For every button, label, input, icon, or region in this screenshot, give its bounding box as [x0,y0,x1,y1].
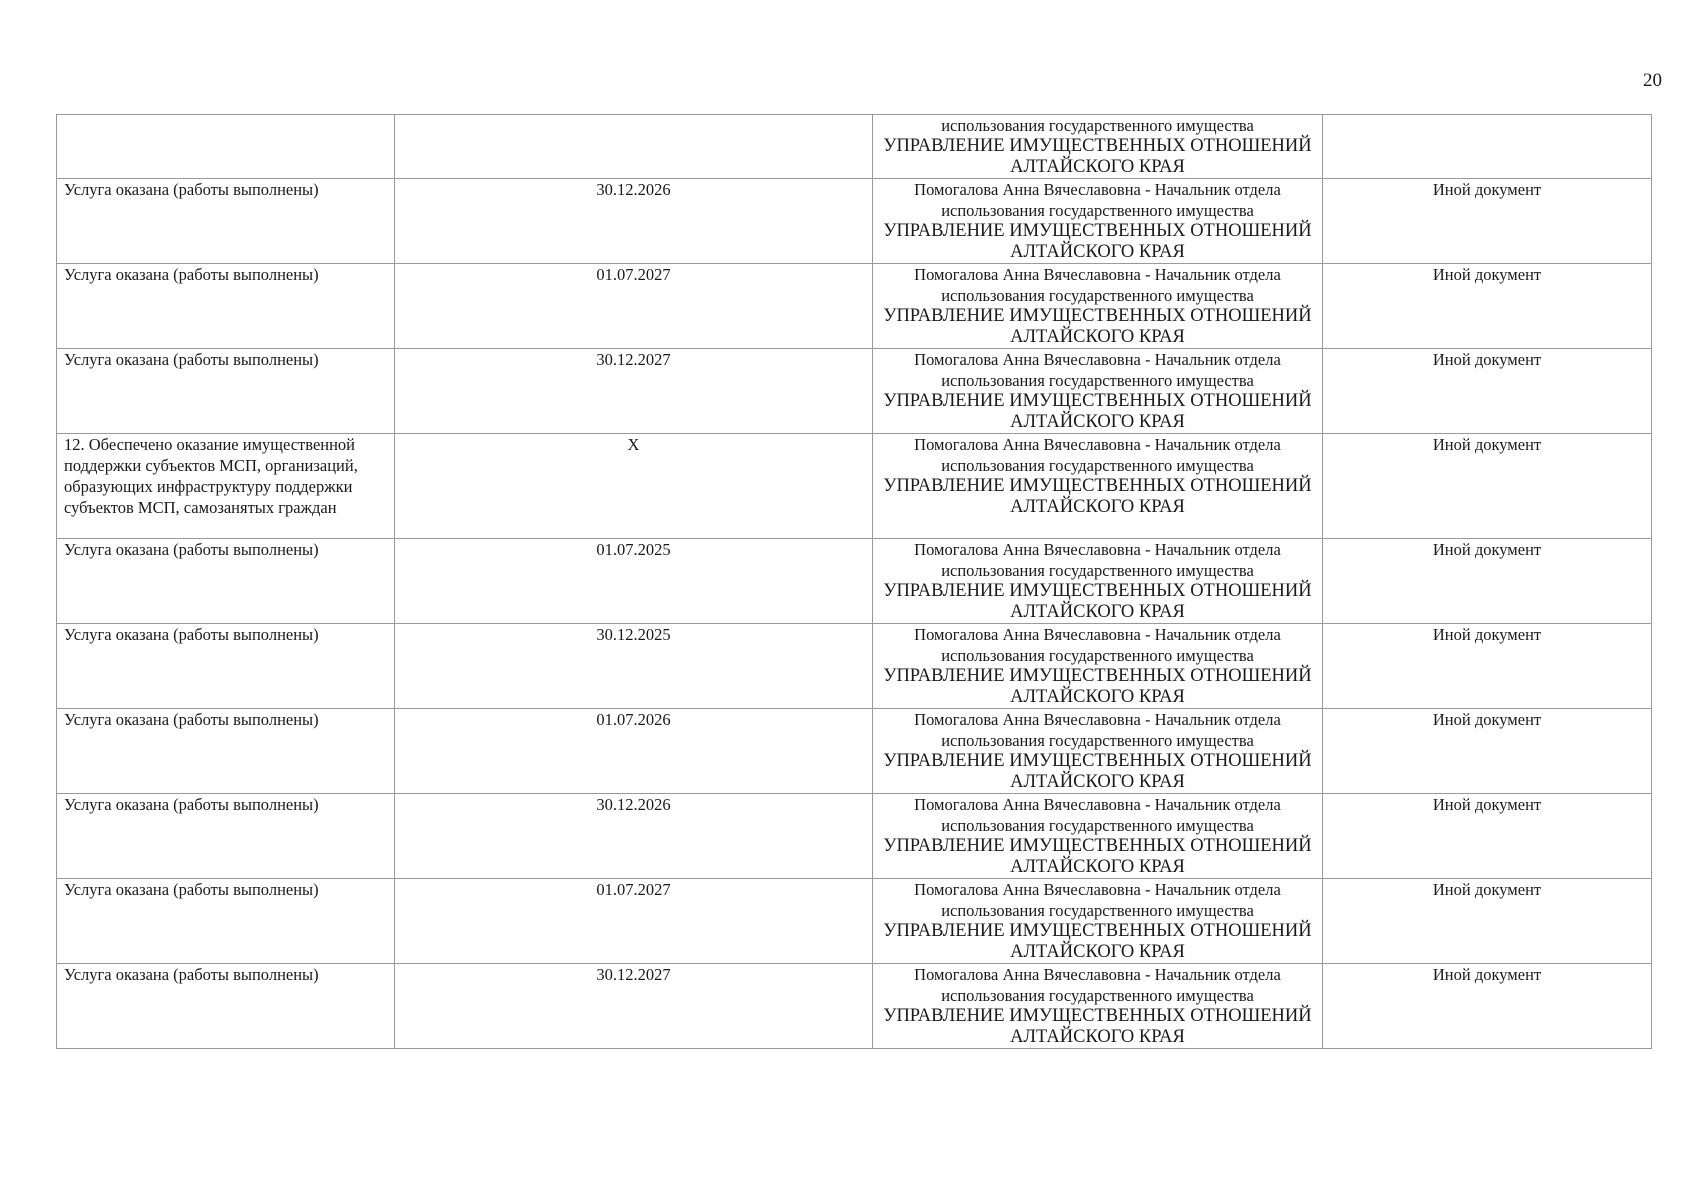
responsible-person-text: использования государственного имущества [941,116,1254,135]
date-cell: 30.12.2026 [395,179,873,264]
table-row [57,624,1652,709]
responsible-cell [873,434,1323,539]
responsible-person-text: Помогалова Анна Вячеславовна - Начальник отдела использования государственного имущества [914,435,1281,475]
date-cell: 30.12.2027 [395,349,873,434]
responsible-org-text: УПРАВЛЕНИЕ ИМУЩЕСТВЕННЫХ ОТНОШЕНИЙ АЛТАЙСКОГО КРАЯ [883,476,1312,517]
document-cell: Иной документ [1323,434,1652,539]
result-cell: Услуга оказана (работы выполнены) [57,539,395,624]
date-cell: 01.07.2025 [395,539,873,624]
responsible-person-text: Помогалова Анна Вячеславовна - Начальник отдела использования государственного имущества [914,965,1281,1005]
result-cell: 12. Обеспечено оказание имущественной поддержки субъектов МСП, организаций, образующих инфраструктуру поддержки субъектов МСП, самозанятых граждан [57,434,395,539]
document-cell: Иной документ [1323,964,1652,1049]
responsible-cell [873,349,1323,434]
table-row [57,539,1652,624]
date-cell: 01.07.2027 [395,879,873,964]
control-points-table [56,114,1652,1049]
responsible-cell [873,964,1323,1049]
table-row [57,709,1652,794]
result-cell: Услуга оказана (работы выполнены) [57,624,395,709]
table-row [57,179,1652,264]
result-cell: Услуга оказана (работы выполнены) [57,794,395,879]
table-row [57,964,1652,1049]
document-cell: Иной документ [1323,879,1652,964]
date-cell: 30.12.2027 [395,964,873,1049]
responsible-cell [873,264,1323,349]
responsible-person-text: Помогалова Анна Вячеславовна - Начальник отдела использования государственного имущества [914,710,1281,750]
document-cell: Иной документ [1323,794,1652,879]
date-cell [395,115,873,179]
document-cell [1323,115,1652,179]
page-number: 20 [1643,70,1662,91]
document-cell: Иной документ [1323,349,1652,434]
result-cell: Услуга оказана (работы выполнены) [57,349,395,434]
responsible-person-text: Помогалова Анна Вячеславовна - Начальник отдела использования государственного имущества [914,180,1281,220]
responsible-org-text: УПРАВЛЕНИЕ ИМУЩЕСТВЕННЫХ ОТНОШЕНИЙ [883,136,1312,156]
table-row [57,349,1652,434]
responsible-person-text: Помогалова Анна Вячеславовна - Начальник отдела использования государственного имущества [914,265,1281,305]
responsible-person-text: Помогалова Анна Вячеславовна - Начальник отдела использования государственного имущества [914,350,1281,390]
document-cell: Иной документ [1323,264,1652,349]
table-row [57,115,1652,179]
responsible-org-text: УПРАВЛЕНИЕ ИМУЩЕСТВЕННЫХ ОТНОШЕНИЙ АЛТАЙСКОГО КРАЯ [883,306,1312,347]
responsible-cell [873,879,1323,964]
result-cell: Услуга оказана (работы выполнены) [57,964,395,1049]
document-cell: Иной документ [1323,179,1652,264]
responsible-org-text: УПРАВЛЕНИЕ ИМУЩЕСТВЕННЫХ ОТНОШЕНИЙ АЛТАЙСКОГО КРАЯ [883,921,1312,962]
table-row [57,434,1652,539]
date-cell: 30.12.2026 [395,794,873,879]
responsible-org-text: УПРАВЛЕНИЕ ИМУЩЕСТВЕННЫХ ОТНОШЕНИЙ АЛТАЙСКОГО КРАЯ [883,391,1312,432]
document-cell: Иной документ [1323,709,1652,794]
result-cell [57,115,395,179]
responsible-cell [873,709,1323,794]
date-cell: 30.12.2025 [395,624,873,709]
date-cell: 01.07.2027 [395,264,873,349]
result-cell: Услуга оказана (работы выполнены) [57,179,395,264]
date-cell: 01.07.2026 [395,709,873,794]
responsible-cell [873,115,1323,179]
responsible-org-text: УПРАВЛЕНИЕ ИМУЩЕСТВЕННЫХ ОТНОШЕНИЙ АЛТАЙСКОГО КРАЯ [883,581,1312,622]
table-row [57,264,1652,349]
date-cell: X [395,434,873,539]
responsible-cell [873,179,1323,264]
responsible-person-text: Помогалова Анна Вячеславовна - Начальник отдела использования государственного имущества [914,795,1281,835]
table-row [57,794,1652,879]
responsible-org-text: УПРАВЛЕНИЕ ИМУЩЕСТВЕННЫХ ОТНОШЕНИЙ АЛТАЙСКОГО КРАЯ [883,666,1312,707]
responsible-person-text: Помогалова Анна Вячеславовна - Начальник отдела использования государственного имущества [914,540,1281,580]
responsible-cell [873,794,1323,879]
document-cell: Иной документ [1323,539,1652,624]
responsible-org-text: УПРАВЛЕНИЕ ИМУЩЕСТВЕННЫХ ОТНОШЕНИЙ АЛТАЙСКОГО КРАЯ [883,751,1312,792]
result-cell: Услуга оказана (работы выполнены) [57,709,395,794]
result-cell: Услуга оказана (работы выполнены) [57,879,395,964]
responsible-org-text: УПРАВЛЕНИЕ ИМУЩЕСТВЕННЫХ ОТНОШЕНИЙ АЛТАЙСКОГО КРАЯ [883,1006,1312,1047]
document-cell: Иной документ [1323,624,1652,709]
responsible-person-text: Помогалова Анна Вячеславовна - Начальник отдела использования государственного имущества [914,625,1281,665]
responsible-org-text: УПРАВЛЕНИЕ ИМУЩЕСТВЕННЫХ ОТНОШЕНИЙ АЛТАЙСКОГО КРАЯ [883,221,1312,262]
responsible-org-text: АЛТАЙСКОГО КРАЯ [1010,157,1185,177]
responsible-cell [873,539,1323,624]
responsible-org-text: УПРАВЛЕНИЕ ИМУЩЕСТВЕННЫХ ОТНОШЕНИЙ АЛТАЙСКОГО КРАЯ [883,836,1312,877]
table-row [57,879,1652,964]
result-cell: Услуга оказана (работы выполнены) [57,264,395,349]
responsible-cell [873,624,1323,709]
responsible-person-text: Помогалова Анна Вячеславовна - Начальник отдела использования государственного имущества [914,880,1281,920]
